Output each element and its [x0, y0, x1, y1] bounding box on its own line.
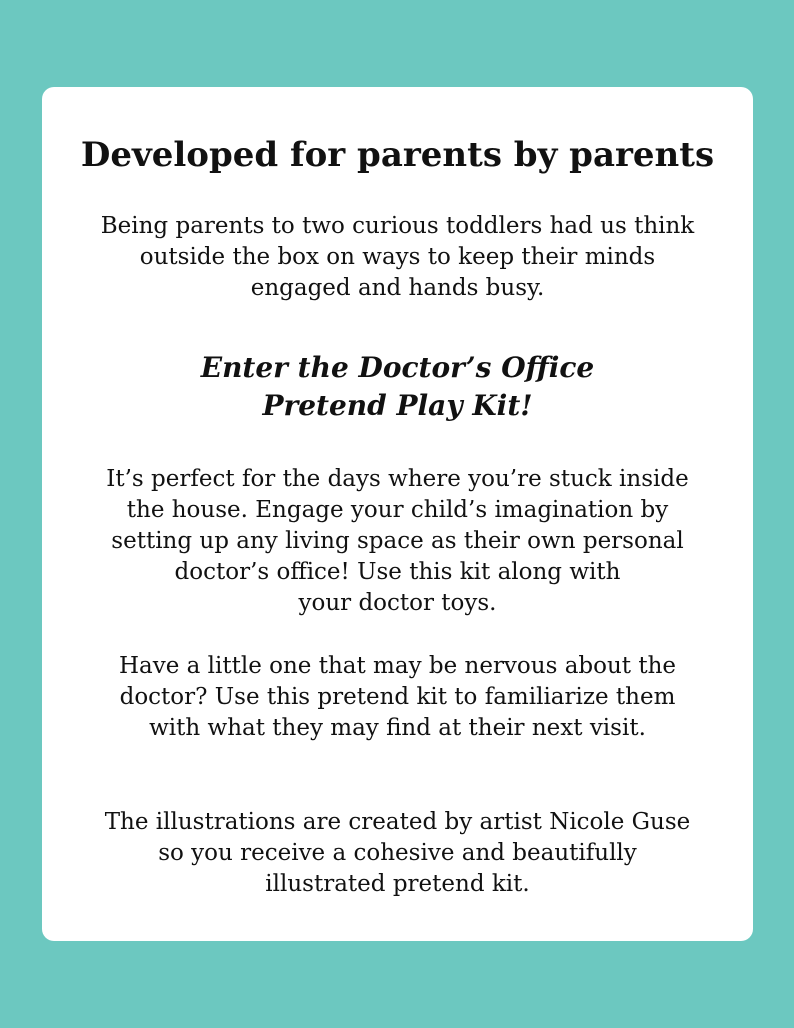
perfect-line: the house. Engage your child’s imagination by: [126, 497, 669, 523]
perfect-paragraph: [42, 464, 753, 619]
illustrations-paragraph: [42, 807, 753, 900]
nervous-line: doctor? Use this pretend kit to familiarize them: [119, 684, 676, 710]
kit-headline: [42, 349, 753, 425]
illustrations-line: so you receive a cohesive and beautifully: [158, 840, 637, 866]
nervous-paragraph: [42, 651, 753, 744]
content-card: [42, 87, 753, 941]
kit-headline-line: Pretend Play Kit!: [262, 389, 533, 422]
perfect-line: setting up any living space as their own personal: [111, 528, 684, 554]
intro-line: outside the box on ways to keep their minds: [139, 244, 656, 270]
nervous-line: with what they may find at their next visit.: [149, 715, 646, 741]
intro-line: Being parents to two curious toddlers had us think: [100, 213, 695, 239]
illustrations-line: The illustrations are created by artist Nicole Guse: [104, 809, 691, 835]
nervous-line: Have a little one that may be nervous about the: [118, 653, 677, 679]
perfect-line: doctor’s office! Use this kit along with: [174, 559, 621, 585]
illustrations-line: illustrated pretend kit.: [265, 871, 530, 897]
perfect-line: It’s perfect for the days where you’re stuck inside: [106, 466, 689, 492]
intro-line: engaged and hands busy.: [250, 275, 545, 301]
perfect-line: your doctor toys.: [298, 590, 497, 616]
intro-paragraph: [42, 211, 753, 304]
page-title: Developed for parents by parents: [80, 135, 715, 175]
kit-headline-line: Enter the Doctor’s Office: [200, 351, 595, 384]
